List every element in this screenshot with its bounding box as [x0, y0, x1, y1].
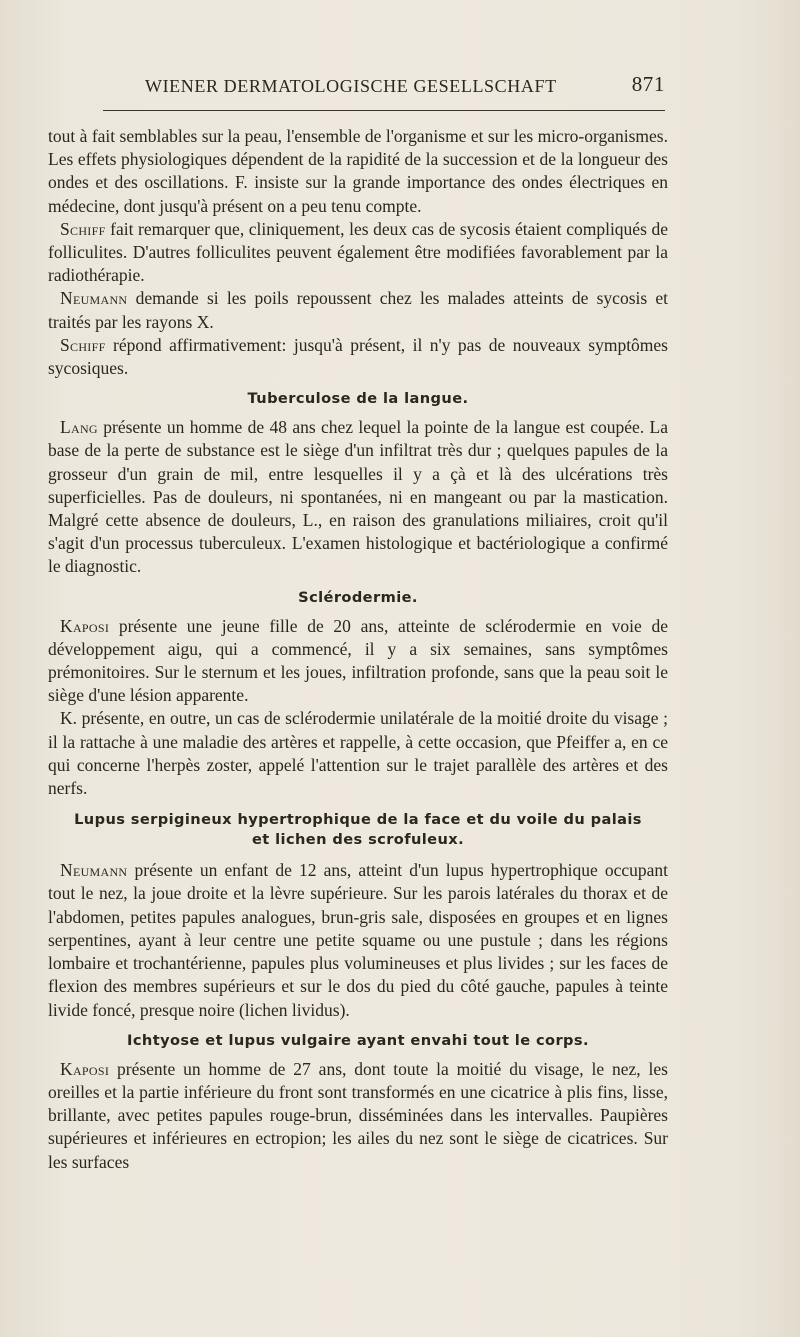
speaker-name: Schiff	[60, 218, 106, 239]
section-heading	[48, 810, 668, 850]
paragraph	[48, 218, 668, 288]
page-number: 871	[631, 72, 665, 96]
header-rule	[103, 110, 665, 111]
section-heading: Ichtyose et lupus vulgaire ayant envahi tout le corps.	[127, 1031, 589, 1049]
running-title: WIENER DERMATOLOGISCHE GESELLSCHAFT	[145, 76, 557, 96]
paragraph-text: fait remarquer que, cliniquement, les deux cas de sycosis étaient compliqués de folliculites. D'autres folliculites peuvent également être modifiées favorablement par la radiothérapie.	[48, 218, 668, 286]
speaker-name: Neumann	[60, 860, 128, 881]
paragraph	[48, 334, 668, 380]
paragraph: K. présente, en outre, un cas de sclérodermie unilatérale de la moitié droite du visage ; il la rattache à une maladie des artères et rappelle, à cette occasion, que Pfeiffer a, en ce qui concerne l'herpès zoster, appelé l'attention sur le trajet parallèle des artères et des nerfs.	[48, 708, 668, 799]
paragraph-text: présente un enfant de 12 ans, atteint d'un lupus hypertrophique occupant tout le nez, la joue droite et la lèvre supérieure. Sur les parois latérales du thorax et de l'abdomen, petites papules analogues, brun-gris sale, disposées en groupes et en lignes serpentines, ayant à leur centre une petite squame ou une pustule ; dans les régions lombaire et trochantérienne, papules plus volumineuses et plus livides ; sur les faces de flexion des membres supérieurs et sur le dos du pied du côté gauche, papules à teinte livide foncé, presque noire (lichen lividus).	[48, 860, 668, 1020]
paragraph-text: répond affirmativement: jusqu'à présent, il n'y pas de nouveaux symptômes sycosiques.	[48, 334, 668, 379]
heading-line: Lupus serpigineux hypertrophique de la face et du voile du palais	[74, 811, 642, 829]
heading-line: et lichen des scrofuleux.	[251, 831, 465, 849]
speaker-name: Kaposi	[60, 1058, 110, 1079]
paragraph	[48, 615, 668, 708]
speaker-name: Kaposi	[60, 615, 110, 636]
speaker-name: Lang	[60, 417, 98, 438]
paragraph-text: présente un homme de 48 ans chez lequel la pointe de la langue est coupée. La base de la perte de substance est le siège d'un infiltrat très dur ; quelques papules de la grosseur d'un grain de mil, entre lesquelles il y a çà et là des ulcérations très superficielles. Pas de douleurs, ni spontanées, ni en mangeant ou par la mastication. Malgré cette absence de douleurs, L., en raison des granulations miliaires, croit qu'il s'agit d'un processus tuberculeux. L'examen histologique et bactériologique a confirmé le diagnostic.	[48, 417, 668, 577]
speaker-name: Neumann	[60, 288, 128, 309]
speaker-name: Schiff	[60, 334, 106, 355]
section-heading: Tuberculose de la langue.	[247, 390, 469, 408]
paragraph	[48, 287, 668, 333]
paragraph-text: demande si les poils repoussent chez les malades atteints de sycosis et traités par les rayons X.	[48, 288, 668, 332]
paragraph	[48, 859, 668, 1021]
running-header	[145, 72, 665, 100]
section-heading: Sclérodermie.	[298, 588, 418, 606]
page-body	[48, 125, 668, 1174]
paragraph-text: présente un homme de 27 ans, dont toute la moitié du visage, le nez, les oreilles et la partie inférieure du front sont transformés en une cicatrice à plis fins, lisse, brillante, avec petites papules rouge-brun, disséminées dans les intervalles. Paupières supérieures et inférieures en ectropion; les ailes du nez sont le siège de cicatrices. Sur les surfaces	[48, 1058, 668, 1172]
paragraph: tout à fait semblables sur la peau, l'ensemble de l'organisme et sur les micro-organismes. Les effets physiologiques dépendent de la rapidité de la succession et de la longueur des ondes et des oscillations. F. insiste sur la grande importance des ondes électriques en médecine, dont jusqu'à présent on a peu tenu compte.	[48, 126, 668, 216]
paragraph	[48, 1058, 668, 1174]
paragraph	[48, 416, 668, 578]
paragraph-text: présente une jeune fille de 20 ans, atteinte de sclérodermie en voie de développement aigu, qui a commencé, il y a six semaines, sans symptômes prémonitoires. Sur le sternum et les joues, infiltration profonde, sans que la peau soit le siège d'une lésion apparente.	[48, 615, 668, 706]
